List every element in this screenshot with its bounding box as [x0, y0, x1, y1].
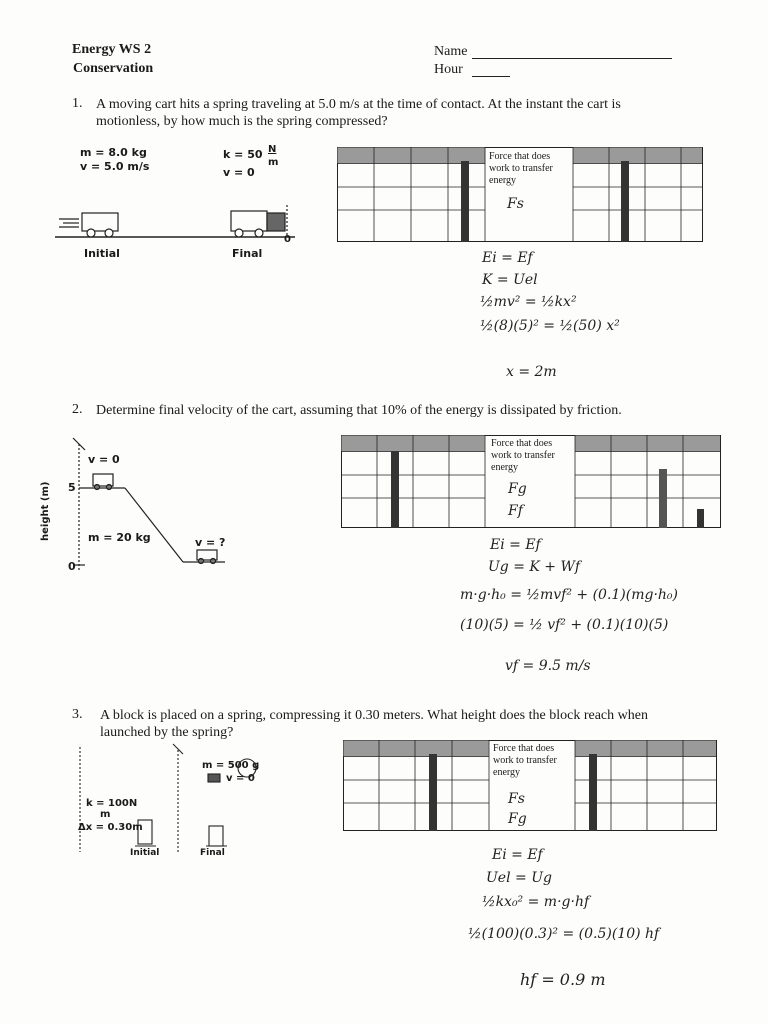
- q3-force-label: [493, 743, 557, 779]
- q2-ramp-diagram: [55, 430, 230, 575]
- q1-k-label: k = 50: [223, 148, 263, 161]
- q1-k-unit-bottom: m: [268, 157, 279, 168]
- q3-final-label: Final: [200, 848, 225, 858]
- q1-cart-diagram: [55, 195, 310, 250]
- q3-force-label-2: work to transfer: [493, 755, 557, 766]
- question-3-number: 3.: [72, 707, 83, 722]
- q2-force-answer-2: Ff: [508, 503, 523, 519]
- q2-v-final: v = ?: [195, 536, 226, 549]
- q3-force-label-1: Force that does: [493, 743, 555, 754]
- question-3-text-2: launched by the spring?: [100, 725, 234, 740]
- q3-work-3: ½kx₀² = m·g·hf: [482, 894, 590, 910]
- question-1-number: 1.: [72, 96, 83, 111]
- question-2-text: Determine final velocity of the cart, assuming that 10% of the energy is dissipated by friction.: [96, 403, 622, 418]
- q3-v-top: v = 0: [226, 773, 255, 784]
- name-line: [472, 58, 672, 59]
- hour-label: Hour: [434, 62, 463, 77]
- q2-mass: m = 20 kg: [88, 531, 151, 544]
- question-1-text-2: motionless, by how much is the spring compressed?: [96, 114, 388, 129]
- q1-force-answer: Fs: [507, 196, 524, 212]
- q1-velocity: v = 5.0 m/s: [80, 160, 150, 173]
- q3-answer: hf = 0.9 m: [520, 970, 606, 989]
- q2-zero: 0: [68, 560, 76, 573]
- q1-work-4: ½(8)(5)² = ½(50) x²: [480, 318, 620, 334]
- q1-mass: m = 8.0 kg: [80, 146, 147, 159]
- q3-work-1: Ei = Ef: [492, 847, 543, 863]
- q3-force-answer-1: Fs: [508, 791, 525, 807]
- q2-work-4: (10)(5) = ½ vf² + (0.1)(10)(5): [460, 617, 669, 633]
- q2-height-label: height (m): [40, 481, 51, 541]
- q3-dx: Δx = 0.30m: [78, 822, 143, 833]
- q2-answer: vf = 9.5 m/s: [505, 658, 591, 674]
- q1-work-1: Ei = Ef: [482, 250, 533, 266]
- q2-force-label-2: work to transfer: [491, 450, 555, 461]
- q2-force-answer-1: Fg: [508, 481, 527, 497]
- q3-mass: m = 500 g: [202, 760, 260, 771]
- q3-initial-label: Initial: [130, 848, 160, 858]
- q1-force-label-2: work to transfer: [489, 163, 553, 174]
- q1-force-label-1: Force that does: [489, 151, 551, 162]
- q1-work-2: K = Uel: [482, 272, 538, 288]
- q2-force-label: [491, 438, 555, 474]
- q3-work-2: Uel = Ug: [486, 870, 552, 886]
- question-2-number: 2.: [72, 402, 83, 417]
- q1-zero: 0: [284, 234, 291, 245]
- q1-k-unit-top: N: [268, 144, 277, 155]
- q2-force-label-3: energy: [491, 462, 519, 473]
- worksheet-title: Energy WS 2: [72, 42, 152, 57]
- q3-k-label: k = 100N: [86, 798, 138, 809]
- q1-answer: x = 2m: [506, 364, 557, 380]
- q2-work-2: Ug = K + Wf: [488, 559, 581, 575]
- q2-force-label-1: Force that does: [491, 438, 553, 449]
- q1-final-label: Final: [232, 247, 263, 260]
- q2-v-top: v = 0: [88, 453, 120, 466]
- question-3-text-1: A block is placed on a spring, compressing it 0.30 meters. What height does the block reach when: [100, 708, 648, 723]
- hour-line: [472, 76, 510, 77]
- q2-five: 5: [68, 481, 76, 494]
- q1-force-label: [489, 151, 553, 187]
- name-label: Name: [434, 44, 468, 59]
- q1-initial-label: Initial: [84, 247, 120, 260]
- worksheet-subtitle: Conservation: [73, 61, 154, 76]
- q3-force-label-3: energy: [493, 767, 521, 778]
- q3-force-answer-2: Fg: [508, 811, 527, 827]
- q1-force-label-3: energy: [489, 175, 517, 186]
- q3-work-4: ½(100)(0.3)² = (0.5)(10) hf: [468, 926, 660, 942]
- q1-work-3: ½mv² = ½kx²: [480, 294, 577, 310]
- q2-work-3: m·g·h₀ = ½mvf² + (0.1)(mg·h₀): [460, 587, 679, 603]
- q1-v-final: v = 0: [223, 166, 255, 179]
- q3-k-unit: m: [100, 809, 111, 820]
- q2-work-1: Ei = Ef: [490, 537, 541, 553]
- question-1-text-1: A moving cart hits a spring traveling at 5.0 m/s at the time of contact. At the instant the cart is: [96, 97, 621, 112]
